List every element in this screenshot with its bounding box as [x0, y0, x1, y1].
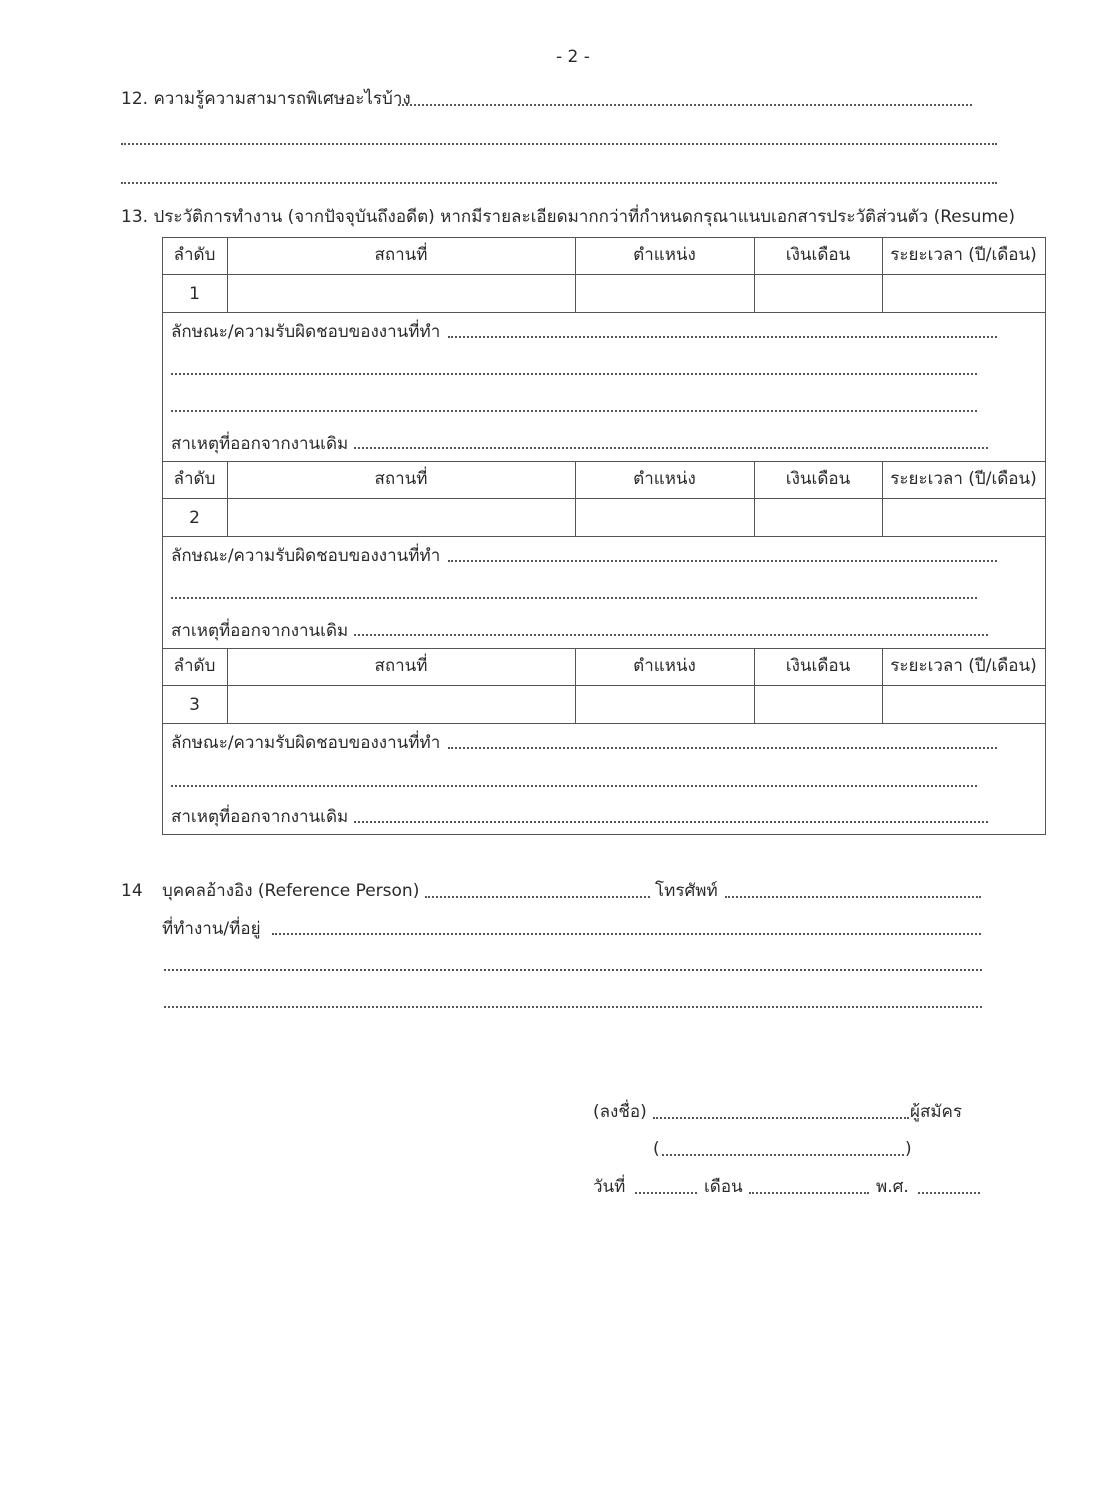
- header-position: ตำแหน่ง: [633, 469, 696, 489]
- duty-line[interactable]: [448, 747, 997, 749]
- address-line[interactable]: [164, 1006, 982, 1008]
- section12-answer-line-3[interactable]: [121, 182, 997, 184]
- duration-field[interactable]: [884, 687, 1043, 721]
- duty-label: ลักษณะ/ความรับผิดชอบของงานที่ทำ: [171, 546, 441, 566]
- month-line[interactable]: [749, 1192, 869, 1194]
- printed-name-line[interactable]: [662, 1154, 904, 1156]
- place-field[interactable]: [229, 500, 573, 534]
- reference-person-line[interactable]: [425, 896, 650, 898]
- date-label: วันที่: [593, 1177, 626, 1197]
- position-field[interactable]: [577, 687, 752, 721]
- reason-label: สาเหตุที่ออกจากงานเดิม: [171, 434, 349, 454]
- reason-label: สาเหตุที่ออกจากงานเดิม: [171, 807, 349, 827]
- header-duration: ระยะเวลา (ปี/เดือน): [890, 469, 1037, 489]
- reason-line[interactable]: [354, 447, 988, 449]
- reason-label: สาเหตุที่ออกจากงานเดิม: [171, 621, 349, 641]
- header-duration: ระยะเวลา (ปี/เดือน): [890, 245, 1037, 265]
- name-close-paren: ): [905, 1139, 912, 1159]
- header-salary: เงินเดือน: [785, 245, 851, 265]
- address-line[interactable]: [272, 933, 981, 935]
- duty-label: ลักษณะ/ความรับผิดชอบของงานที่ทำ: [171, 733, 441, 753]
- header-order: ลำดับ: [173, 245, 216, 265]
- duty-label: ลักษณะ/ความรับผิดชอบของงานที่ทำ: [171, 322, 441, 342]
- address-label: ที่ทำงาน/ที่อยู่: [162, 919, 261, 939]
- reason-line[interactable]: [354, 821, 988, 823]
- reason-line[interactable]: [354, 634, 988, 636]
- section12-label: 12. ความรู้ความสามารถพิเศษอะไรบ้าง: [121, 89, 411, 109]
- salary-field[interactable]: [756, 276, 880, 310]
- phone-label: โทรศัพท์: [655, 881, 718, 901]
- section12-answer-line-2[interactable]: [121, 143, 997, 145]
- name-open-paren: (: [653, 1139, 660, 1159]
- year-label: พ.ศ.: [876, 1177, 909, 1197]
- duty-line[interactable]: [171, 597, 977, 599]
- address-line[interactable]: [164, 969, 982, 971]
- header-place: สถานที่: [374, 469, 428, 489]
- row-number: 3: [189, 695, 200, 715]
- header-salary: เงินเดือน: [785, 469, 851, 489]
- header-order: ลำดับ: [173, 656, 216, 676]
- applicant-label: ผู้สมัคร: [910, 1102, 963, 1122]
- section14-number: 14: [121, 881, 143, 901]
- position-field[interactable]: [577, 276, 752, 310]
- header-position: ตำแหน่ง: [633, 245, 696, 265]
- header-order: ลำดับ: [173, 469, 216, 489]
- reference-person-label: บุคคลอ้างอิง (Reference Person): [162, 881, 420, 901]
- day-line[interactable]: [635, 1192, 697, 1194]
- section13-label: 13. ประวัติการทำงาน (จากปัจจุบันถึงอดีต) หากมีรายละเอียดมากกว่าที่กำหนดกรุณาแนบเอกสารประวัติส่วนตัว (Resume): [121, 207, 1016, 227]
- salary-field[interactable]: [756, 500, 880, 534]
- duty-line[interactable]: [448, 560, 997, 562]
- duration-field[interactable]: [884, 276, 1043, 310]
- page-number: - 2 -: [556, 47, 590, 67]
- header-position: ตำแหน่ง: [633, 656, 696, 676]
- row-number: 1: [189, 284, 200, 304]
- section12-answer-line-1[interactable]: [398, 104, 972, 106]
- header-salary: เงินเดือน: [785, 656, 851, 676]
- place-field[interactable]: [229, 687, 573, 721]
- duration-field[interactable]: [884, 500, 1043, 534]
- year-line[interactable]: [918, 1192, 980, 1194]
- sign-label: (ลงชื่อ): [593, 1102, 647, 1122]
- header-place: สถานที่: [374, 245, 428, 265]
- position-field[interactable]: [577, 500, 752, 534]
- duty-line[interactable]: [171, 785, 977, 787]
- place-field[interactable]: [229, 276, 573, 310]
- row-number: 2: [189, 508, 200, 528]
- month-label: เดือน: [704, 1177, 743, 1197]
- salary-field[interactable]: [756, 687, 880, 721]
- header-duration: ระยะเวลา (ปี/เดือน): [890, 656, 1037, 676]
- signature-line[interactable]: [653, 1117, 909, 1119]
- duty-line[interactable]: [448, 336, 997, 338]
- duty-line[interactable]: [171, 373, 977, 375]
- header-place: สถานที่: [374, 656, 428, 676]
- phone-line[interactable]: [725, 896, 981, 898]
- duty-line[interactable]: [171, 410, 977, 412]
